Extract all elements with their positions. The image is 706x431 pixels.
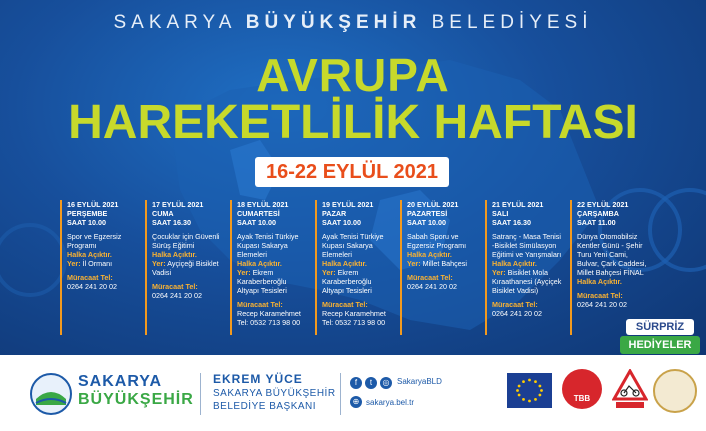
day-column <box>485 200 564 335</box>
day-date: 22 EYLÜL 2021 <box>577 200 629 209</box>
org-prefix: SAKARYA <box>113 12 236 33</box>
org-bold: BÜYÜKŞEHİR <box>245 12 422 33</box>
brand-line1: SAKARYA <box>78 373 163 390</box>
twitter-icon[interactable]: t <box>365 377 377 389</box>
day-contact: 0264 241 20 02 <box>407 282 457 291</box>
day-event: Ayak Tenisi Türkiye Kupası Sakarya Elemeleri <box>237 232 299 259</box>
title-line1: AVRUPA <box>256 49 450 101</box>
contact-label: Müracaat Tel: <box>407 273 453 282</box>
day-open: Halka Açıktır. <box>577 277 622 286</box>
mayor-role-line2: BELEDİYE BAŞKANI <box>213 401 317 412</box>
website-link[interactable]: sakarya.bel.tr <box>366 397 415 407</box>
day-event: Spor ve Egzersiz Programı <box>67 232 122 250</box>
day-event: Dünya Otomobilsiz Kentler Günü - Şehir Turu Yeni Cami, Bulvar, Çark Caddesi, Millet Bahçesi FİNAL <box>577 232 647 277</box>
day-weekday: SALI <box>492 209 509 218</box>
day-schedule <box>60 200 647 340</box>
day-open: Halka Açıktır. <box>407 250 452 259</box>
day-weekday: CUMA <box>152 209 174 218</box>
day-column <box>230 200 309 335</box>
contact-label: Müracaat Tel: <box>152 282 198 291</box>
day-time: SAAT 11.00 <box>577 218 616 227</box>
day-open: Halka Açıktır. <box>152 250 197 259</box>
surprise-line1: SÜRPRİZ <box>626 319 694 335</box>
surprise-gifts-badge <box>620 315 700 355</box>
day-contact: Recep Karamehmet Tel: 0532 713 98 00 <box>237 309 301 327</box>
day-place: İl Ormanı <box>82 259 113 268</box>
contact-label: Müracaat Tel: <box>577 291 623 300</box>
globe-icon: ⊕ <box>350 396 362 408</box>
day-place: Ayçiçeği Bisiklet Vadisi <box>152 259 219 277</box>
surprise-line2: HEDİYELER <box>620 336 700 354</box>
place-label: Yer: <box>407 259 421 268</box>
tbb-label: TBB <box>573 394 591 403</box>
mayor-name: EKREM YÜCE <box>213 372 303 386</box>
place-label: Yer: <box>237 268 251 277</box>
day-time: SAAT 10.00 <box>407 218 447 227</box>
day-date: 19 EYLÜL 2021 <box>322 200 374 209</box>
day-time: SAAT 16.30 <box>152 218 192 227</box>
day-contact: 0264 241 20 02 <box>492 309 542 318</box>
day-weekday: CUMARTESİ <box>237 209 280 218</box>
eu-flag-icon <box>507 373 552 408</box>
social-icons <box>350 376 392 390</box>
day-open: Halka Açıktır. <box>67 250 112 259</box>
day-contact: 0264 241 20 02 <box>577 300 627 309</box>
day-event: Çocuklar için Güvenli Sürüş Eğitimi <box>152 232 220 250</box>
day-event: Sabah Sporu ve Egzersiz Programı <box>407 232 467 250</box>
place-label: Yer: <box>492 268 506 277</box>
day-place: Ekrem Karaberberoğlu Altyapı Tesisleri <box>322 268 372 295</box>
day-place: Bisiklet Mola Kıraathanesi (Ayçiçek Bisiklet Vadisi) <box>492 268 562 295</box>
footer <box>0 355 706 431</box>
day-contact: 0264 241 20 02 <box>152 291 202 300</box>
bicycle-sign-icon <box>612 369 648 411</box>
divider <box>340 373 341 415</box>
day-date: 17 EYLÜL 2021 <box>152 200 204 209</box>
brand-line2: BÜYÜKŞEHİR <box>78 391 194 408</box>
instagram-icon[interactable]: ◎ <box>380 377 392 389</box>
day-time: SAAT 10.00 <box>322 218 362 227</box>
day-contact: 0264 241 20 02 <box>67 282 117 291</box>
day-time: SAAT 10.00 <box>237 218 277 227</box>
day-open: Halka Açıktır. <box>492 259 537 268</box>
day-weekday: ÇARŞAMBA <box>577 209 619 218</box>
place-label: Yer: <box>67 259 81 268</box>
org-suffix: BELEDİYESİ <box>431 12 593 33</box>
day-column <box>60 200 139 335</box>
day-column <box>315 200 394 335</box>
mayor-role-line1: SAKARYA BÜYÜKŞEHİR <box>213 388 336 399</box>
day-column <box>145 200 224 335</box>
municipality-logo-icon <box>30 373 72 415</box>
place-label: Yer: <box>152 259 166 268</box>
day-time: SAAT 16.30 <box>492 218 532 227</box>
contact-label: Müracaat Tel: <box>322 300 368 309</box>
date-range-badge: 16-22 EYLÜL 2021 <box>255 157 449 187</box>
day-date: 16 EYLÜL 2021 <box>67 200 119 209</box>
day-date: 21 EYLÜL 2021 <box>492 200 544 209</box>
day-contact: Recep Karamehmet Tel: 0532 713 98 00 <box>322 309 386 327</box>
day-place: Millet Bahçesi <box>422 259 467 268</box>
title-line2: HAREKETLİLİK HAFTASI <box>68 96 638 149</box>
day-weekday: PAZAR <box>322 209 347 218</box>
day-column <box>400 200 479 335</box>
place-label: Yer: <box>322 268 336 277</box>
tbb-logo <box>562 369 602 409</box>
day-date: 20 EYLÜL 2021 <box>407 200 459 209</box>
day-open: Halka Açıktır. <box>322 259 367 268</box>
day-event: Satranç - Masa Tenisi -Bisiklet Simülasyon Eğitimi ve Yarışmaları <box>492 232 562 259</box>
facebook-icon[interactable]: f <box>350 377 362 389</box>
website-row <box>350 395 414 409</box>
day-place: Ekrem Karaberberoğlu Altyapı Tesisleri <box>237 268 287 295</box>
day-weekday: PERŞEMBE <box>67 209 108 218</box>
divider <box>200 373 201 415</box>
day-date: 18 EYLÜL 2021 <box>237 200 289 209</box>
contact-label: Müracaat Tel: <box>492 300 538 309</box>
day-weekday: PAZARTESİ <box>407 209 448 218</box>
organization-name <box>0 12 706 34</box>
day-open: Halka Açıktır. <box>237 259 282 268</box>
seal-logo <box>653 369 697 413</box>
contact-label: Müracaat Tel: <box>67 273 113 282</box>
day-event: Ayak Tenisi Türkiye Kupası Sakarya Elemeleri <box>322 232 384 259</box>
social-handle[interactable]: SakaryaBLD <box>397 377 442 386</box>
day-time: SAAT 10.00 <box>67 218 107 227</box>
contact-label: Müracaat Tel: <box>237 300 283 309</box>
